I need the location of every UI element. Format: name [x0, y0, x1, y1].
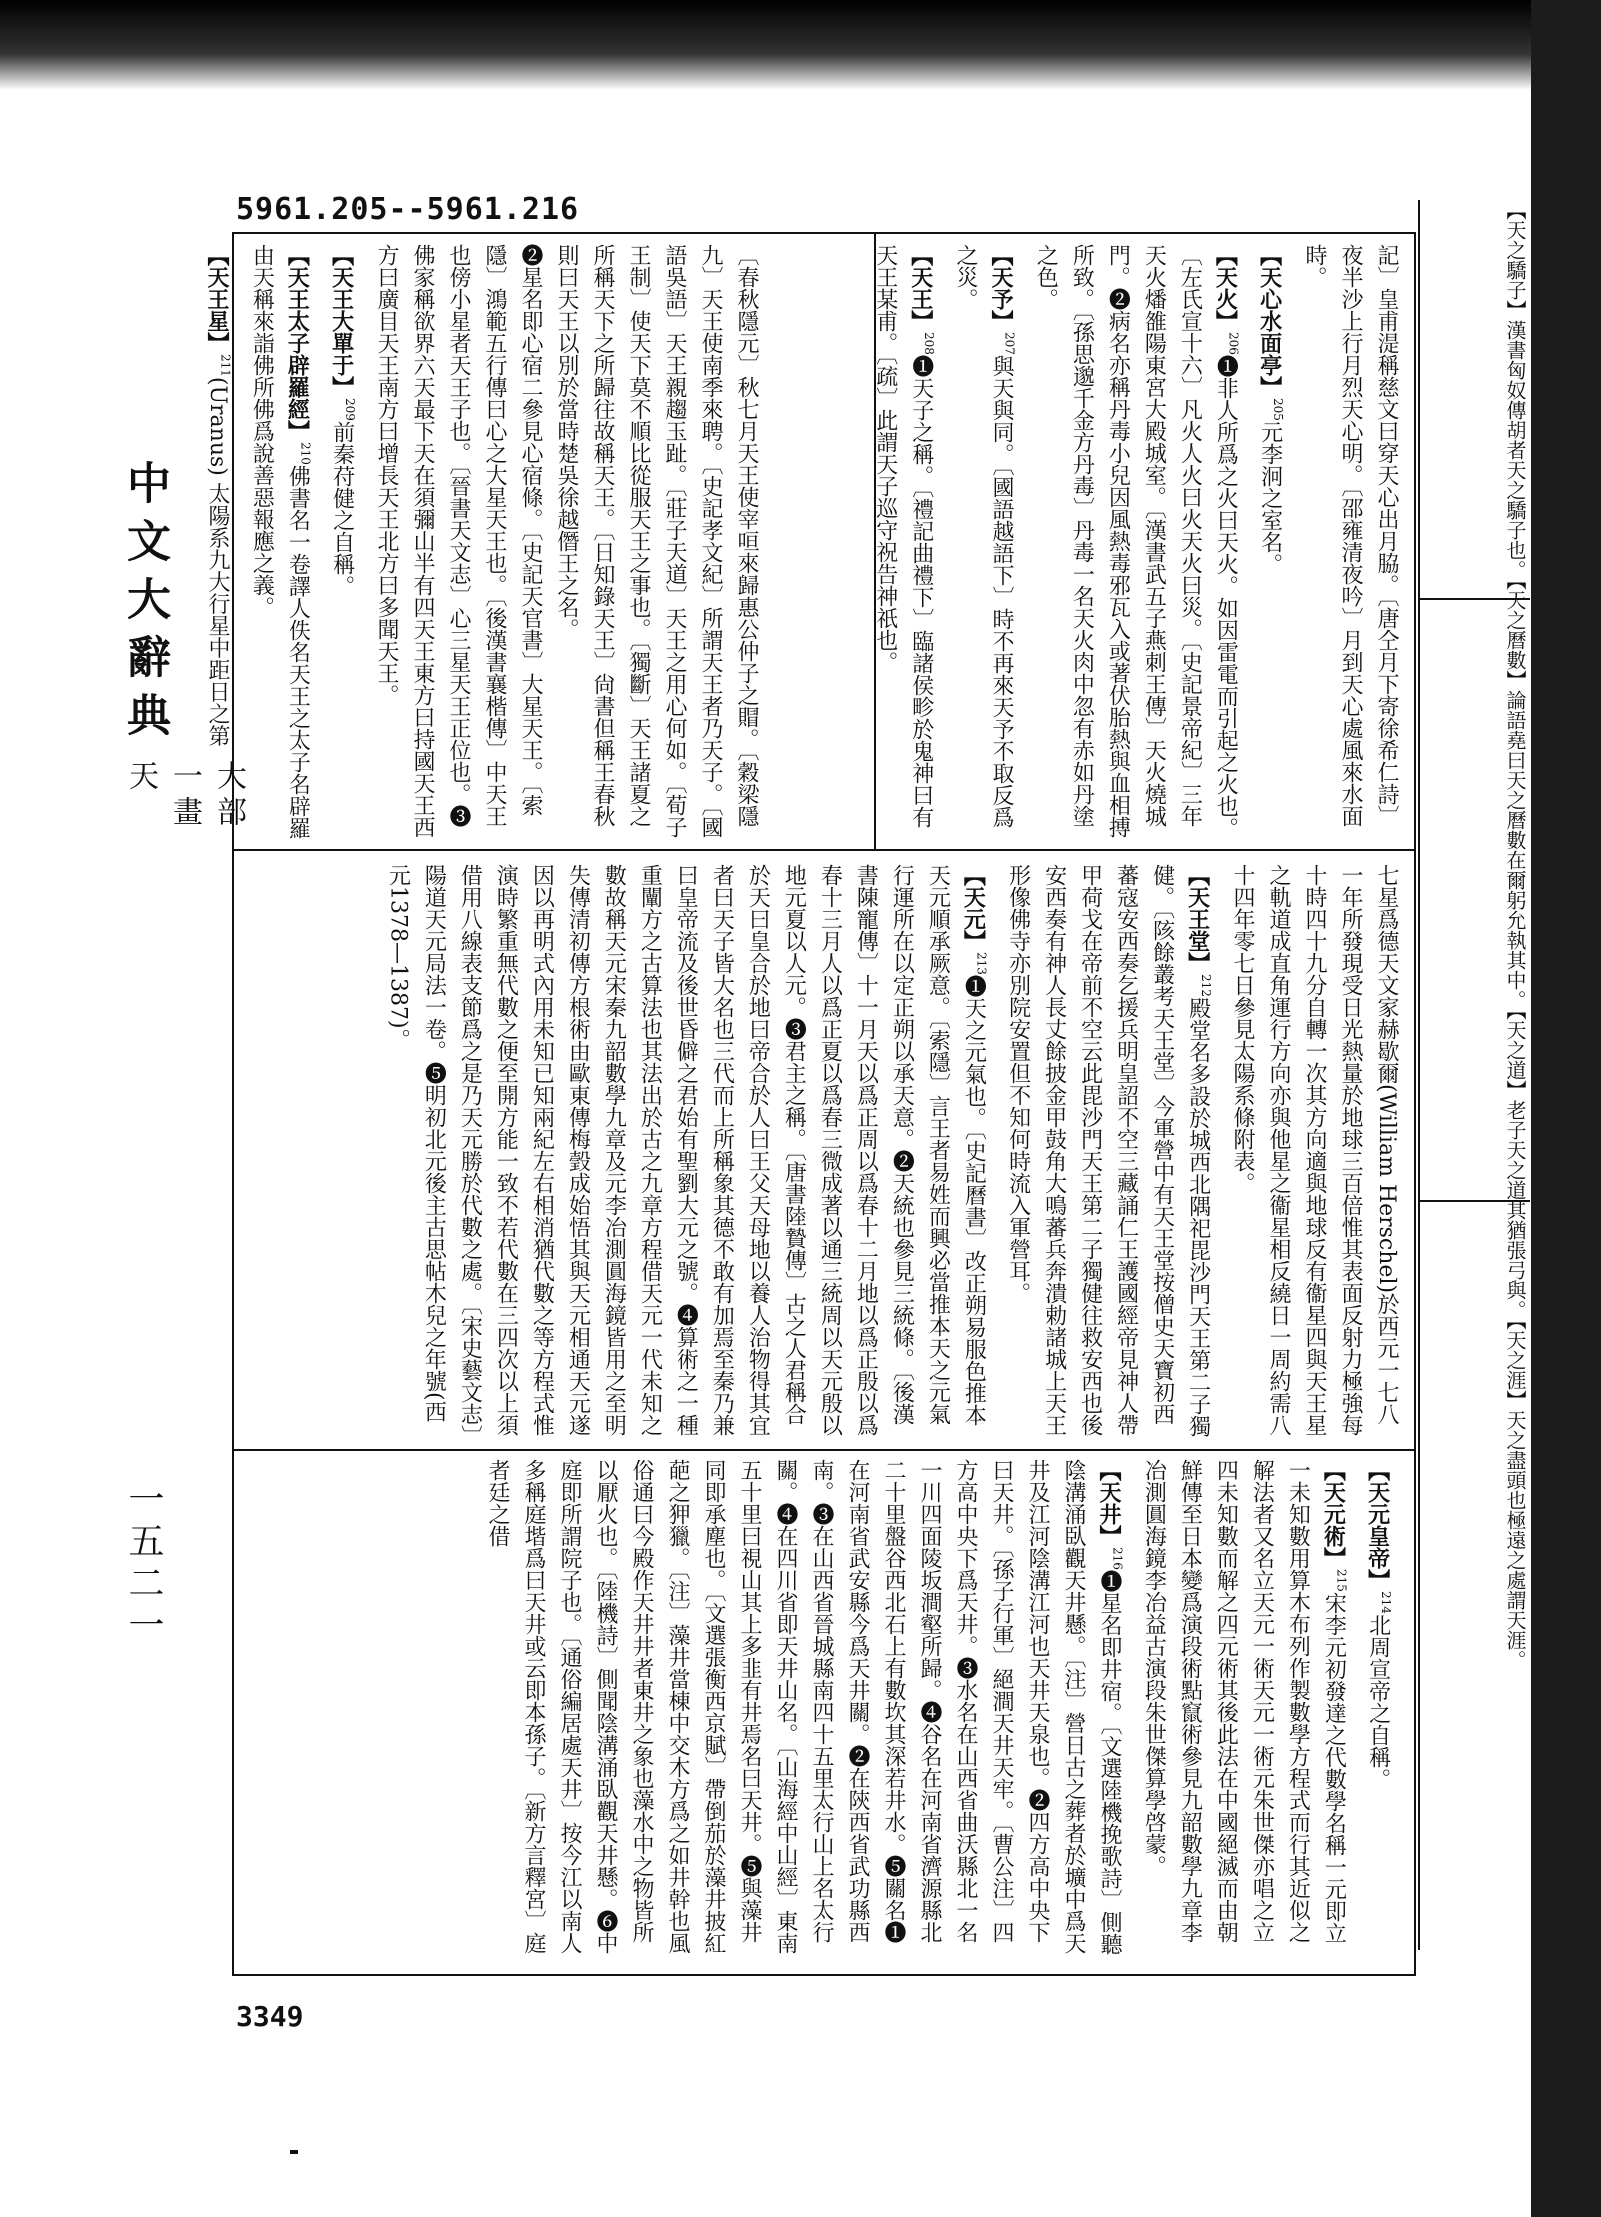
- dictionary-entry: [479, 1459, 1135, 1964]
- entry-text: 〔春秋隱元〕秋七月天王使宰咺來歸惠公仲子之賵。〔穀梁隱九〕天王使南季來聘。〔史記孝文紀〕所謂天王者乃天子。〔國語吳語〕天王親趨玉趾。〔莊子天道〕天王之用心何如。〔荀子王制〕使天下莫不順比從服天王之事也。〔獨斷〕天王諸夏之所稱天下之所歸往故稱天王。〔日知錄天王〕尙書但稱王春秋則曰天王以別於當時楚吳徐越僭王之名。: [554, 244, 759, 838]
- entry-text: 殿堂名多設於城西北隅祀毘沙門天王第二子獨健。〔陔餘叢考天王堂〕今軍營中有天王堂按僧史天寶初西蕃寇安西奏乞援兵明皇詔不空三藏誦仁王護國經帝見神人帶甲荷戈在帝前不空云此毘沙門天王第二子獨健往救安西也後安西奏有神人長丈餘披金甲鼓角大鳴蕃兵奔潰勅諸城上天王形像佛寺亦別院安置但不知何時流入軍營耳。: [1005, 864, 1211, 1437]
- entry-headword: 【天王大單于】: [328, 244, 355, 398]
- dictionary-entry: [1000, 864, 1224, 1444]
- entry-number: 208: [922, 332, 937, 355]
- entry-text: 北周宣帝之自稱。: [1365, 1613, 1391, 1790]
- entry-number: 212: [1199, 974, 1213, 997]
- dictionary-entry: [548, 244, 764, 839]
- page-number-cjk: 一五二一: [123, 1480, 164, 1648]
- entry-text: ❶星名即井宿。〔文選陸機挽歌詩〕側聽陰溝涌臥觀天井懸。〔注〕營日古之葬者於壙中爲天井及江河陰溝江河也天井天泉也。❷四方高中央下曰天井。〔孫子行軍〕絕澗天井天牢。〔曹公注〕四方高中央下爲天井。❸水名在山西省曲沃縣北一名一川四面陵坂澗壑所歸。❹谷名在河南省濟源縣北二十里盤谷西北石上有數坎其深若井水。❺關名❶在河南省武安縣今爲天井關。❷在陝西省武功縣西南。❸在山西省晉城縣南四十五里太行山上名太行關。❹在四川省即天井山名。〔山海經中山經〕東南五十里曰視山其上多韭有井焉名曰天井。❺與藻井同即承塵也。〔文選張衡西京賦〕帶倒茄於藻井披紅葩之狎獵。〔注〕藻井當棟中交木方爲之如井幹也風俗通曰今殿作天井井者東井之象也藻水中之物皆所以厭火也。〔陸機詩〕側聞陰溝涌臥觀天井懸。❻中庭即所謂院子也。〔通俗編居處天井〕按今江以南人多稱庭堦爲曰天井或云即本孫子。〔新方言釋宮〕庭者廷之借: [485, 1459, 1123, 1955]
- adjacent-rule-2: [1418, 1200, 1530, 1202]
- entry-headword: 【天王】: [907, 244, 934, 332]
- dictionary-entry: [199, 244, 243, 839]
- entry-text: (Uranus) 太陽系九大行星中距日之第: [205, 376, 231, 747]
- dictionary-title: 中文大辭典: [119, 460, 170, 750]
- entry-number: 214: [1379, 1591, 1393, 1614]
- dictionary-entry: [947, 244, 1027, 839]
- entry-number: 206: [1226, 332, 1241, 355]
- dictionary-entry: [379, 864, 999, 1444]
- entry-text: 七星爲德天文家赫歇爾(William Herschel)於西元一七八一年所發現受日光熱量於地球三百倍惟其表面反射力極強每十時四十九分自轉一次其方向適與地球反有衞星四與天王星之軌道成直角運行方向亦與他星之衞星相反繞日一周約需八十四年零七日參見太陽系條附表。: [1230, 864, 1399, 1436]
- dictionary-entry: [1252, 244, 1296, 839]
- entry-text: ❶天子之稱。〔禮記曲禮下〕臨諸侯畛於鬼神曰有天王某甫。〔疏〕此謂天子巡守祝告神祇也。: [872, 244, 934, 828]
- entry-text: 佛書名一卷譯人佚名天王之太子名辟羅由天稱來詣佛所佛爲說善惡報應之義。: [249, 244, 311, 839]
- scan-top-shade: [0, 0, 1540, 90]
- section-top-right: [784, 244, 1404, 839]
- adjacent-page-strip: 【天之驕子】漢書匈奴傳胡者天之驕子也。【天之曆數】論語堯曰天之曆數在爾躬允執其中。【天之道】老子天之道其猶張弓與。【天之涯】天之盡頭也極遠之處謂天涯。: [1418, 200, 1532, 1950]
- section-middle: [244, 864, 1404, 1444]
- entry-text: ❶非人所爲之火曰天火。如因雷電而引起之火也。〔左氏宣十六〕凡火人火曰火天火曰災。〔史記景帝紀〕三年天火燔雒陽東宮大殿城室。〔漢書武五子燕刺王傳〕天火燒城門。❷病名亦稱丹毒小兒因風熱毒邪瓦入或著伏胎熱與血相搏所致。〔孫思邈千金方丹毒〕丹毒一名天火肉中忽有赤如丹塗之色。: [1033, 244, 1239, 839]
- row-divider-2: [234, 1449, 1414, 1451]
- adjacent-rule-1: [1418, 598, 1530, 600]
- entry-text: 元李泂之室名。: [1257, 420, 1283, 575]
- adjacent-page-edge: [1531, 0, 1601, 2217]
- radical-label: 大部: [211, 760, 246, 832]
- entry-text: ❶天之元氣也。〔史記曆書〕改正朔易服色推本天元順承厥意。〔索隱〕言王者易姓而興必當推本天之元氣行運所在以定正朔以承天意。❷天統也參見三統條。〔後漢書陳寵傳〕十一月天以爲正周以爲春十二月地以爲正殷以爲春十三月人以爲正夏以爲春三微成著以通三統周以天元殷以地元夏以人元。❸君主之稱。〔唐書陸贄傳〕古之人君稱合於天曰皇合於地曰帝合於人曰王父天母地以養人治物得其宜者曰天子皆大名也三代而上所稱象其德不敢有加焉至秦乃兼曰皇帝流及後世昏僻之君始有聖劉大元之號。❹算術之一種重闡方之古算法也其法出於古之九章方程借天元一代未知之數故稱天元宋秦九韶數學九章及元李冶測圓海鏡皆用之至明失傳清初傳方根術由歐東傳梅瑴成始悟其與天元相通天元遂因以再明式內用未知已知兩紀左右相消猶代數之等方程式惟演時繁重無代數之便至開方能一致不若代數在三四次以上須借用八線表支節爲之是乃天元勝於代數之處。〔宋史藝文志〕陽道天元局法一卷。❺明初北元後主古思帖木兒之年號(西元1378—1387)。: [385, 864, 987, 1436]
- stroke-label: 一畫: [167, 760, 202, 832]
- entry-number: 207: [1002, 332, 1017, 355]
- entry-number: 205: [1271, 398, 1285, 421]
- dictionary-entry: [368, 244, 548, 839]
- dictionary-entry: [1360, 1459, 1404, 1964]
- dictionary-entry: [1135, 1459, 1359, 1964]
- entry-number: 213: [974, 952, 989, 975]
- dictionary-entry: [1224, 864, 1404, 1444]
- entry-headword: 【天王星】: [204, 244, 231, 354]
- entry-headword: 【天元術】: [1320, 1459, 1347, 1569]
- entry-text: ❷星名即心宿二參見心宿條。〔史記天官書〕大星天王。〔索隱〕鴻範五行傳曰心之大星天王也。〔後漢書襄楷傳〕中天王也傍小星者天王子也。〔晉書天文志〕心三星天王正位也。❸佛家稱欲界六天最下天在須彌山半有四天王東方曰持國天王西方曰廣目天王南方曰增長天王北方曰多聞天王。: [374, 244, 543, 838]
- entry-text: 記〕皇甫湜稱慈文曰穿天心出月脇。〔唐仝月下寄徐希仁詩〕夜半沙上行月烈天心明。〔邵雍清夜吟〕月到天心處風來水面時。: [1302, 244, 1399, 827]
- scan-speck: [290, 2150, 298, 2154]
- dictionary-entry: [867, 244, 947, 839]
- entry-number: 210: [298, 442, 313, 465]
- entry-headword: 【天予】: [988, 244, 1015, 332]
- row-divider-1: [234, 849, 1414, 851]
- dictionary-entry: [324, 244, 368, 839]
- entry-number: 209: [343, 398, 357, 421]
- entry-headword: 【天火】: [1212, 244, 1239, 332]
- entry-text: 前秦苻健之自稱。: [329, 420, 355, 597]
- entry-text: 與天與同。〔國語越語下〕時不再來天予不取反爲之災。: [953, 244, 1015, 828]
- entry-headword: 【天王堂】: [1184, 864, 1211, 974]
- entry-headword: 【天心水面亭】: [1256, 244, 1283, 398]
- entry-number: 216: [1110, 1547, 1125, 1570]
- dictionary-entry: [1027, 244, 1251, 839]
- dictionary-entry: [243, 244, 323, 839]
- entry-text: 宋李元初發達之代數學名稱一元即立一未知數用算木布列作製數學方程式而行其近似之解法者又名立天元一術天元一術元朱世傑亦唱之立四未知數而解之四元術其後此法在中國絕滅而由朝鮮傳至日本變爲演段術點竄術參見九韶數學九章李冶測圓海鏡李冶益古演段朱世傑算學啓蒙。: [1141, 1459, 1347, 1944]
- entry-number: 215: [1334, 1569, 1349, 1592]
- header-entry-range: 5961.205--5961.216: [236, 192, 580, 227]
- entry-number: 211: [218, 354, 233, 377]
- page-number: 3349: [236, 2000, 304, 2033]
- entry-headword: 【天元皇帝】: [1364, 1459, 1391, 1591]
- section-bottom: [244, 1459, 1404, 1964]
- dictionary-entry: [1296, 244, 1404, 839]
- entry-headword: 【天元】: [960, 864, 987, 952]
- entry-headword: 【天井】: [1096, 1459, 1123, 1547]
- entry-headword: 【天王太子辟羅經】: [284, 244, 311, 442]
- head-char: 天: [123, 760, 158, 796]
